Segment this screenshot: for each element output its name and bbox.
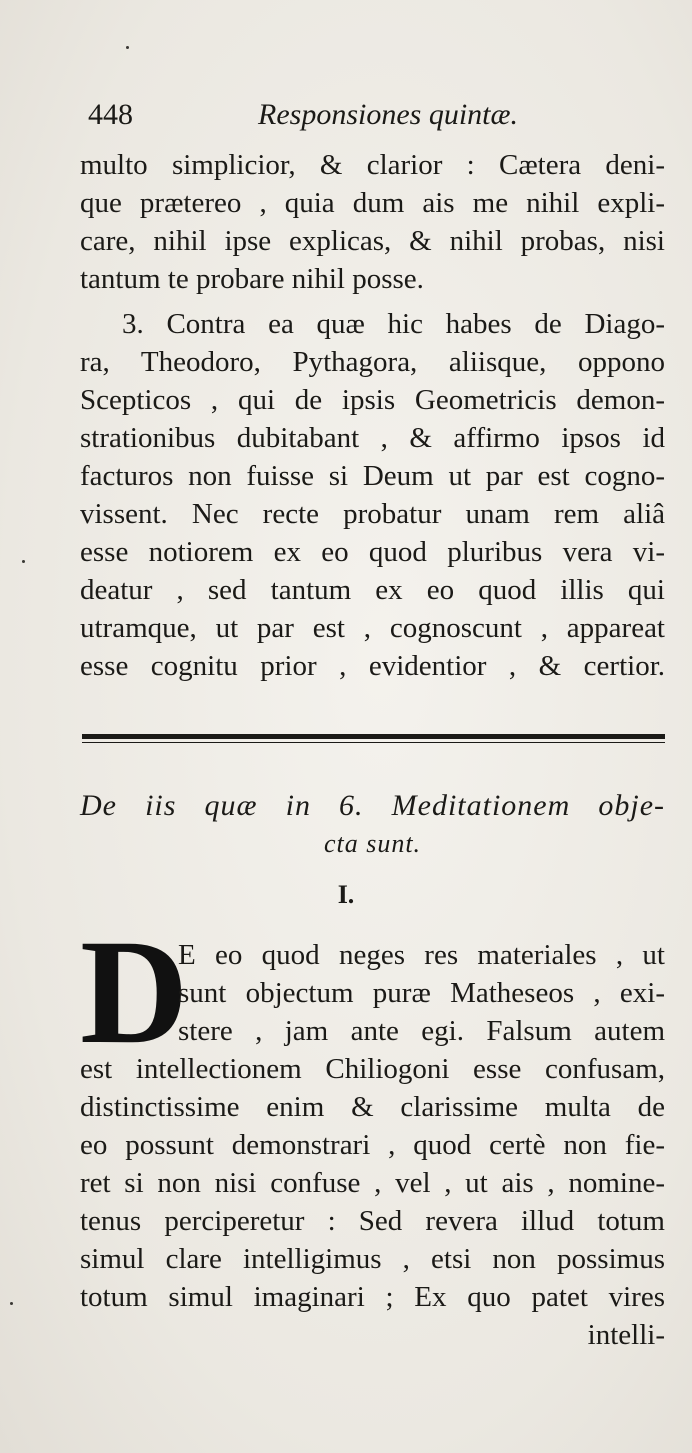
page-number: 448: [88, 98, 133, 131]
section-rule-thin: [82, 742, 665, 743]
dropcap-adjacent-text: [178, 936, 665, 1050]
paper-speck: [10, 1302, 13, 1305]
text-line: sunt objectum puræ Matheseos , exi-: [178, 977, 665, 1009]
section-number: I.: [337, 880, 355, 909]
text-line: Scepticos , qui de ipsis Geometricis demon-: [80, 384, 665, 416]
text-line: vissent. Nec recte probatur unam rem aliâ: [80, 498, 665, 530]
paragraph-three: [80, 305, 665, 685]
text-line: 3. Contra ea quæ hic habes de Diago-: [122, 308, 665, 340]
drop-cap-letter: D: [80, 909, 189, 1075]
section-heading: [80, 786, 665, 862]
paragraph-continuation: [80, 146, 665, 298]
text-line: stere , jam ante egi. Falsum autem: [178, 1015, 665, 1047]
text-line: facturos non fuisse si Deum ut par est cogno-: [80, 460, 665, 492]
section-rule-thick: [82, 734, 665, 739]
text-line: deatur , sed tantum ex eo quod illis qui: [80, 574, 665, 606]
text-line: utramque, ut par est , cognoscunt , appareat: [80, 612, 665, 644]
text-line: ret si non nisi confuse , vel , ut ais , nomine-: [80, 1167, 665, 1199]
text-line: tantum te probare nihil posse.: [80, 263, 424, 295]
text-line: est intellectionem Chiliogoni esse confusam,: [80, 1053, 665, 1085]
section-heading-line: De iis quæ in 6. Meditationem obje-: [80, 789, 665, 822]
section-heading-line: cta sunt.: [323, 829, 422, 858]
text-line: distinctissime enim & clarissime multa de: [80, 1091, 665, 1123]
text-line: multo simplicior, & clarior : Cætera deni-: [80, 149, 665, 181]
catchword: intelli-: [587, 1319, 665, 1351]
text-line: tenus perciperetur : Sed revera illud totum: [80, 1205, 665, 1237]
text-line: ra, Theodoro, Pythagora, aliisque, oppono: [80, 346, 665, 378]
page-header: [88, 98, 663, 138]
text-line: esse notiorem ex eo quod pluribus vera vi-: [80, 536, 665, 568]
text-line: que prætereo , quia dum ais me nihil expli-: [80, 187, 665, 219]
paper-speck: [126, 46, 129, 49]
running-title: Responsiones quintæ.: [258, 98, 518, 131]
text-line: E eo quod neges res materiales , ut: [178, 939, 665, 971]
text-line: totum simul imaginari ; Ex quo patet vires: [80, 1281, 665, 1313]
paper-speck: [22, 560, 25, 563]
text-line: strationibus dubitabant , & affirmo ipsos id: [80, 422, 665, 454]
paragraph-section-one: [80, 1050, 665, 1354]
text-line: eo possunt demonstrari , quod certè non fie-: [80, 1129, 665, 1161]
text-line: simul clare intelligimus , etsi non possimus: [80, 1243, 665, 1275]
text-line: care, nihil ipse explicas, & nihil probas, nisi: [80, 225, 665, 257]
text-line: esse cognitu prior , evidentior , & certior.: [80, 650, 665, 682]
